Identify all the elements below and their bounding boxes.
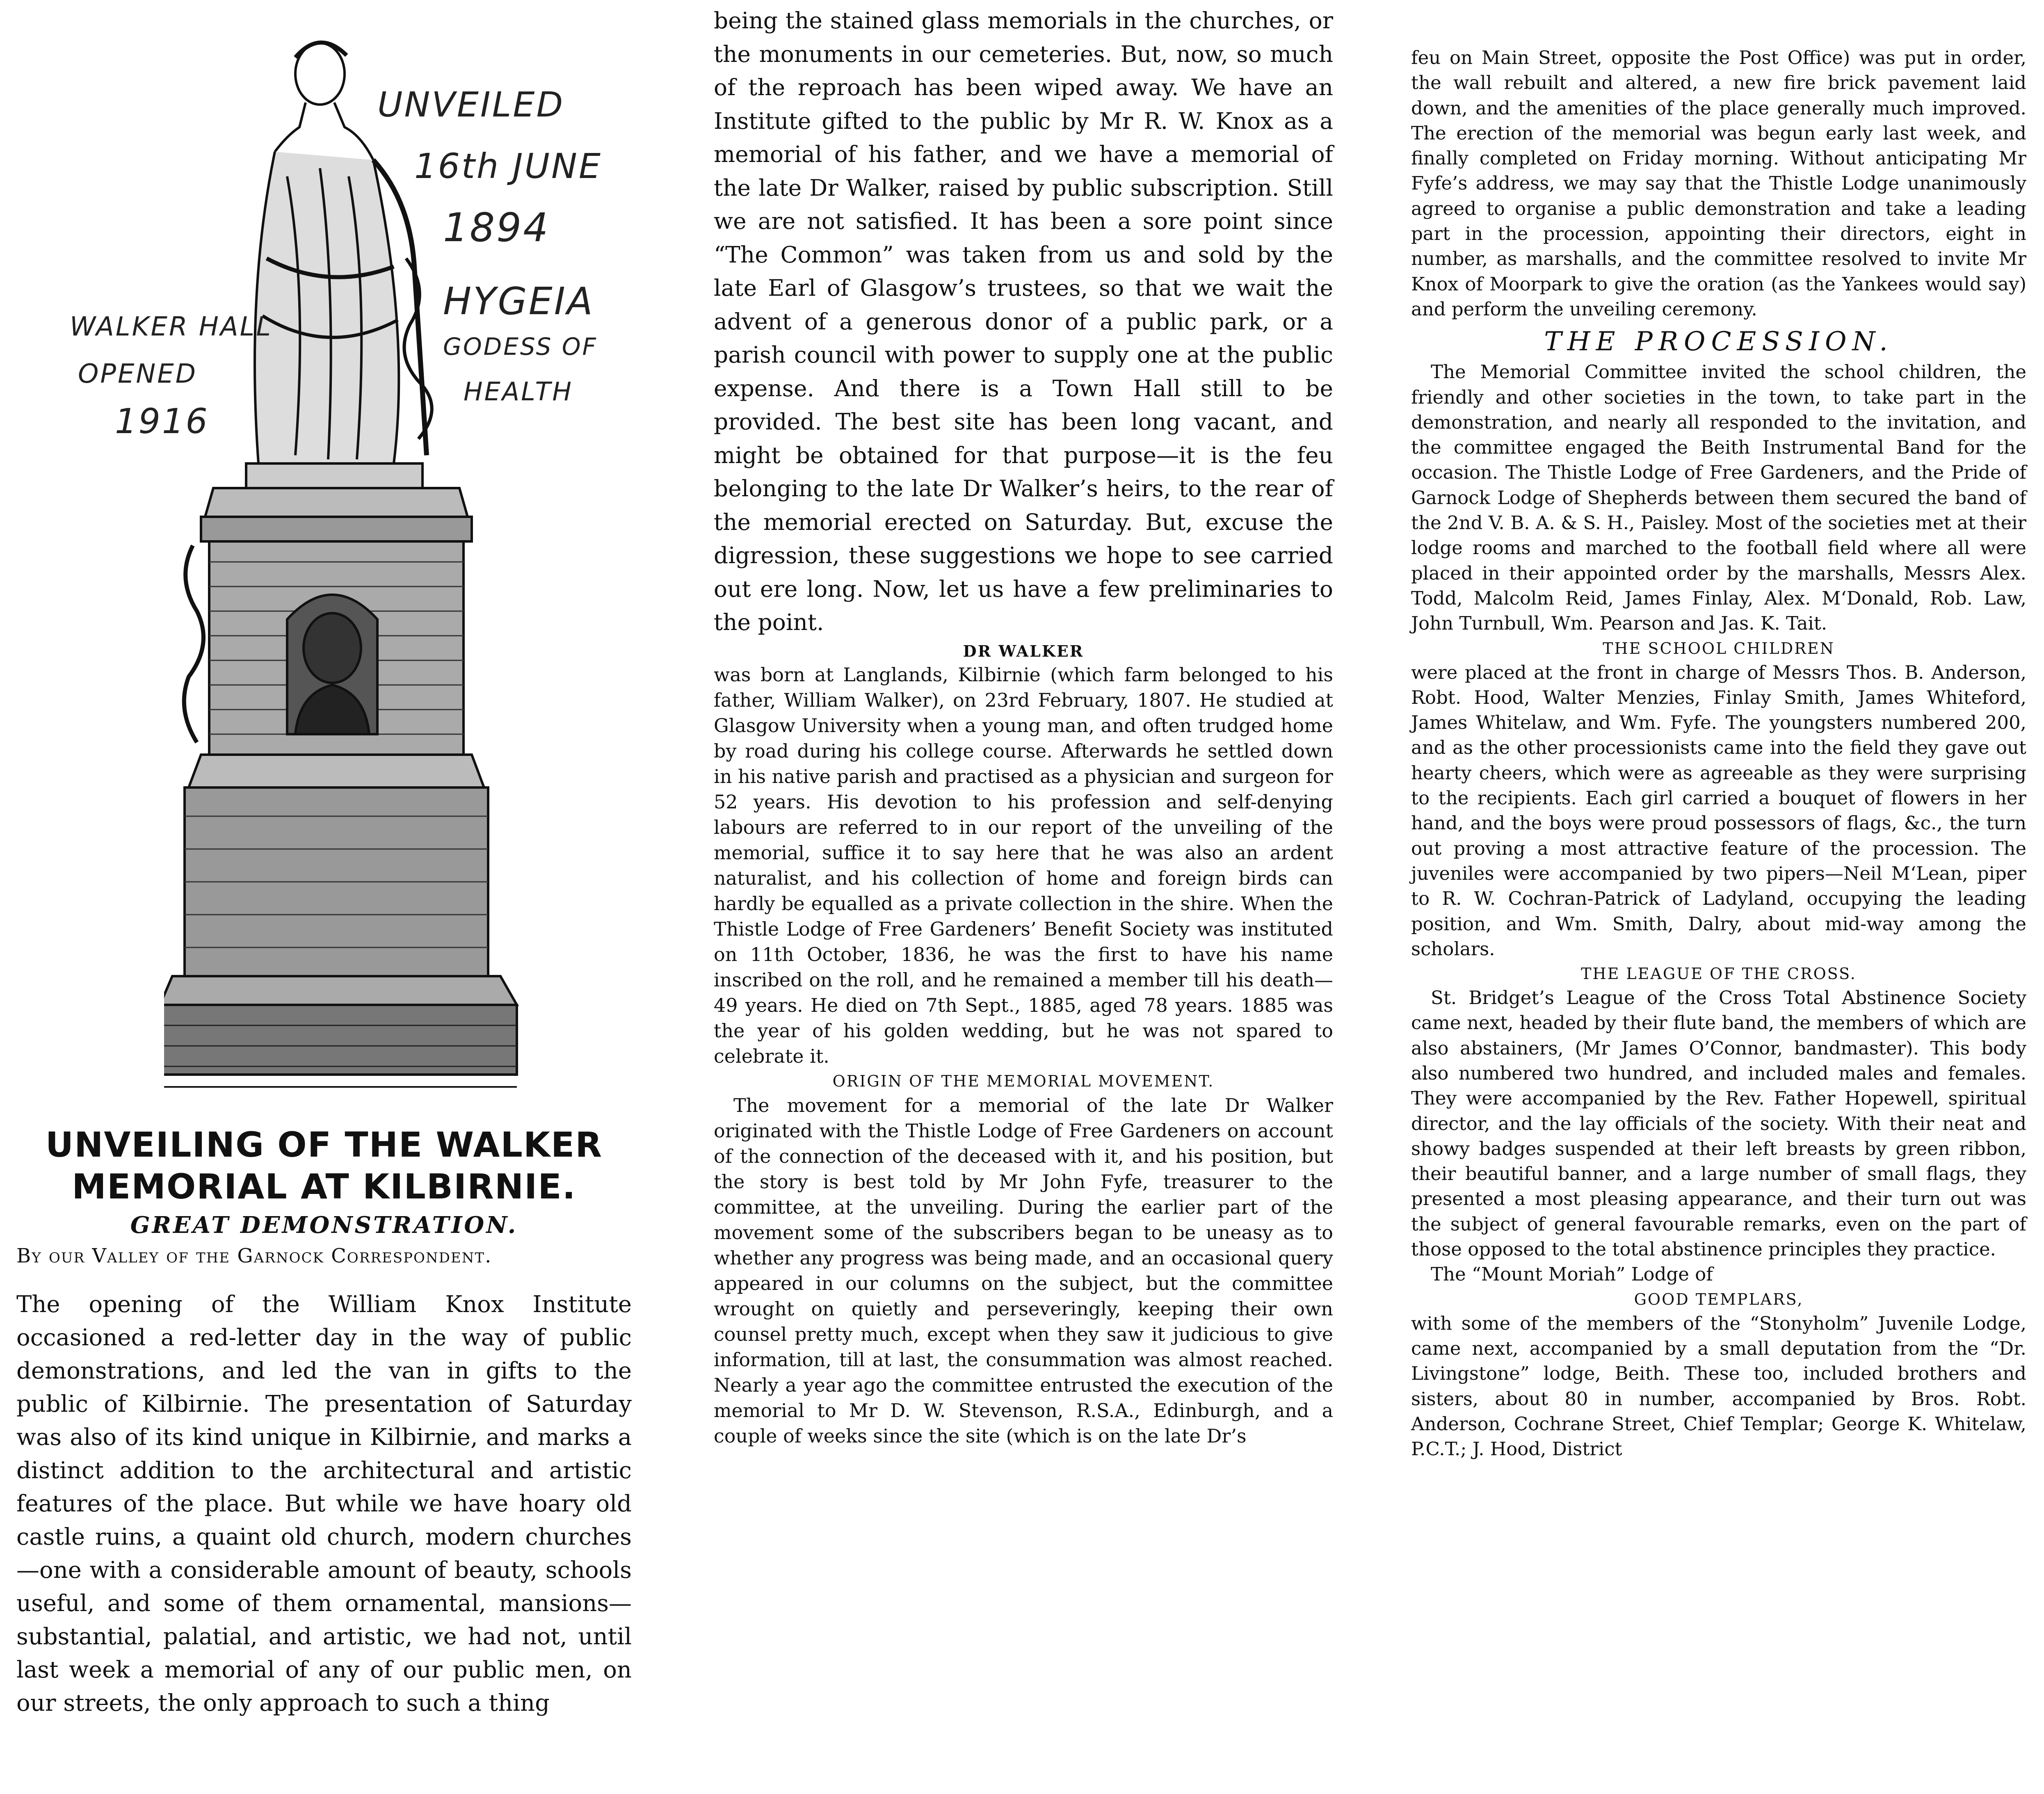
annotation-unveiled-line-3: 1894 — [443, 205, 550, 251]
annotation-hygeia — [443, 279, 656, 414]
annotation-walker-hall-line-1: WALKER HALL — [70, 312, 272, 342]
paragraph-origin: The movement for a memorial of the late Dr Walker originated with the Thistle Lodge of Free Gardeners on account of the connection of the deceased with it, and his position, but the story is best told by Mr John Fyfe, treasurer to the committee, at the unveiling. During the earlier part of the movement some of the subscribers began to be uneasy as to whether any progress was being made, and an occasional query appeared in our columns on the subject, but the committee wrought on quietly and perseveringly, keeping their own counsel pretty much, except when they saw it judicious to give information, till at last, the consummation was almost reached. Nearly a year ago the committee entrusted the execution of the memorial to Mr D. W. Stevenson, R.S.A., Edinburgh, and a couple of weeks since the site (which is on the late Dr’s — [714, 1094, 1333, 1447]
paragraph-procession: The Memorial Committee invited the school children, the friendly and other societies in the town, to take part in the demonstration, and nearly all responded to the invitation, and the committee engaged the Beith Instrumental Band for the occasion. The Thistle Lodge of Free Gardeners, and the Pride of Garnock Lodge of Shepherds between them secured the band of the 2nd V. B. A. & S. H., Paisley. Most of the societies met at their lodge rooms and marched to the football field where all were placed in their appointed order by the marshalls, Messrs Alex. Todd, Malcolm Reid, James Finlay, Alex. M‘Donald, Rob. Law, John Turnbull, Wm. Pearson and Jas. K. Tait. — [1411, 361, 2026, 635]
subheading-dr-walker: DR WALKER — [963, 641, 1084, 660]
article-heading — [16, 1124, 632, 1267]
subheading-school-children: THE SCHOOL CHILDREN — [1603, 639, 1835, 657]
paragraph-school-children: were placed at the front in charge of Messrs Thos. B. Anderson, Robt. Hood, Walter Menzies, Finlay Smith, James Whiteford, James Whitelaw, and Wm. Fyfe. The youngsters numbered 200, and as the other processionists came into the field they gave out hearty cheers, which were as agreeable as they were surprising to the recipients. Each girl carried a bouquet of flowers in her hand, and the boys were proud possessors of flags, &c., the turn out proving a most attractive feature of the procession. The juveniles were accompanied by two pipers—Neil M‘Lean, piper to R. W. Cochran-Patrick of Ladyland, occupying the leading position, and Wm. Smith, Dalry, about mid-way among the scholars. — [1411, 661, 2026, 960]
annotation-walker-hall — [70, 304, 283, 445]
paragraph-league: St. Bridget’s League of the Cross Total Abstinence Society came next, headed by their flute band, the members of which are also abstainers, (Mr James O’Connor, bandmaster). This body also numbered two hundred, and included males and females. They were accompanied by the Rev. Father Hopewell, spiritual director, and the lay officials of the society. With their neat and showy badges suspended at their left breasts by green ribbon, their beautiful banner, and a large number of small flags, they presented a most pleasing appearance, and their turn out was the subject of general favourable remarks, even on the part of those opposed to the total abstinence principles they practice. — [1411, 987, 2026, 1260]
paragraph-good-templars: with some of the members of the “Stonyholm” Juvenile Lodge, came next, accompanied by a small deputation from the “Dr. Livingstone” lodge, Beith. These too, included brothers and sisters, about 80 in number, accompanied by Bros. Robt. Anderson, Cochrane Street, Chief Templar; George K. Whitelaw, P.C.T.; J. Hood, District — [1411, 1312, 2026, 1460]
annotation-unveiled-line-1: UNVEILED — [377, 84, 565, 125]
paragraph-site: feu on Main Street, opposite the Post Office) was put in order, the wall rebuilt and altered, a new fire brick pavement laid down, and the amenities of the place generally much improved. The erection of the memorial was begun early last week, and finally completed on Friday morning. Without anticipating Mr Fyfe’s address, we may say that the Thistle Lodge unanimously agreed to organise a public demonstration and take a leading part in the procession, appointing their directors, eight in number, as marshalls, and the committee resolved to invite Mr Knox of Moorpark to give the oration (as the Yankees would say) and perform the unveiling ceremony. — [1411, 47, 2026, 320]
paragraph-stained-glass: being the stained glass memorials in the churches, or the monuments in our cemeteries. But, now, so much of the reproach has been wiped away. We have an Institute gifted to the public by Mr R. W. Knox as a memorial of his father, and we have a memorial of the late Dr Walker, raised by public subscription. Still we are not satisfied. It has been a sore point since “The Common” was taken from us and sold by the late Earl of Glasgow’s trustees, so that we wait the advent of a generous donor of a public park, or a parish council with power to supply one at the public expense. And there is a Town Hall still to be provided. The best site has been long vacant, and might be obtained for that purpose—it is the feu belonging to the late Dr Walker’s heirs, to the rear of the memorial erected on Saturday. But, excuse the digression, these suggestions we hope to see carried out ere long. Now, let us have a few preliminaries to the point. — [714, 7, 1333, 635]
subheading-procession: THE PROCESSION. — [1544, 326, 1893, 357]
column-2 — [714, 4, 1333, 1449]
paragraph-opening: The opening of the William Knox Institute occasioned a red-letter day in the way of public demonstrations, and led the van in gifts to the public of Kilbirnie. The presentation of Saturday was also of its kind unique in Kilbirnie, and marks a distinct addition to the architectural and artistic features of the place. But while we have hoary old castle ruins, a quaint old church, modern churches—one with a considerable amount of beauty, schools useful, and some of them ornamental, mansions—substantial, palatial, and artistic, we had not, until last week a memorial of any of our public men, on our streets, the only approach to such a thing — [16, 1291, 632, 1716]
annotation-unveiled-line-2: 16th JUNE — [414, 146, 602, 186]
paragraph-mount-moriah: The “Mount Moriah” Lodge of — [1431, 1263, 1713, 1285]
subheading-league: THE LEAGUE OF THE CROSS. — [1581, 965, 1857, 983]
paragraph-dr-walker: was born at Langlands, Kilbirnie (which farm belonged to his father, William Walker), on 23rd February, 1807. He studied at Glasgow University when a young man, and often trudged home by road during his college course. Afterwards he settled down in his native parish and practised as a physician and surgeon for 52 years. His devotion to his profession and self-denying labours are referred to in our report of the unveiling of the memorial, suffice it to say here that he was also an ardent naturalist, and his collection of home and foreign birds can hardly be equalled as a private collection in the shire. When the Thistle Lodge of Free Gardeners’ Benefit Society was instituted on 11th October, 1836, he was the first to have his name inscribed on the roll, and he remained a member till his death—49 years. He died on 7th Sept., 1885, aged 78 years. 1885 was the year of his golden wedding, but he was not spared to celebrate it. — [714, 663, 1333, 1067]
annotation-hygeia-line-3: HEALTH — [464, 377, 573, 406]
annotation-hygeia-line-1: HYGEIA — [443, 279, 594, 323]
byline: By our Valley of the Garnock Correspondent. — [16, 1244, 492, 1267]
headline-line-1: UNVEILING OF THE WALKER — [45, 1125, 603, 1165]
annotation-hygeia-line-2: GODESS OF — [443, 333, 598, 361]
annotation-walker-hall-line-2: OPENED — [78, 359, 197, 389]
annotation-walker-hall-line-3: 1916 — [115, 401, 209, 441]
column-3 — [1411, 45, 2026, 1461]
subheading-origin: ORIGIN OF THE MEMORIAL MOVEMENT. — [832, 1072, 1215, 1090]
subheading-good-templars: GOOD TEMPLARS, — [1634, 1290, 1804, 1308]
deck: GREAT DEMONSTRATION. — [130, 1212, 518, 1239]
headline-line-2: MEMORIAL AT KILBIRNIE. — [72, 1166, 576, 1207]
annotation-unveiled — [377, 74, 640, 258]
